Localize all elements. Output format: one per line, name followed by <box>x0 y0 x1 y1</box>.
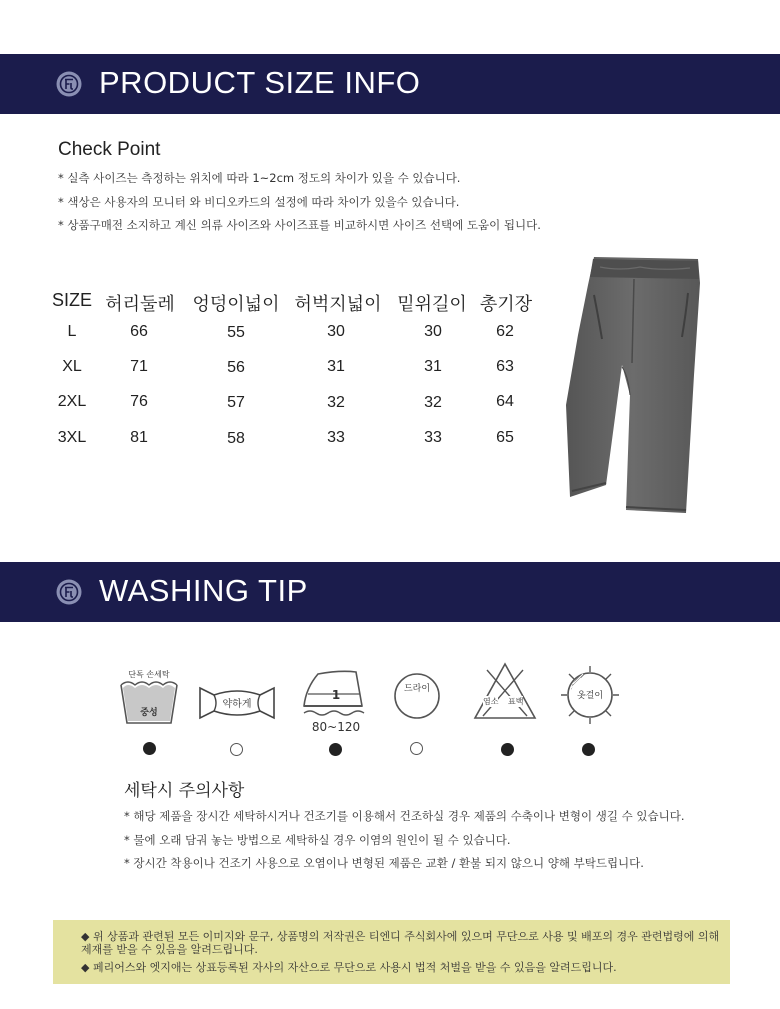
iron-icon <box>300 668 372 736</box>
brand-logo-icon <box>56 579 82 605</box>
copyright-line: ◆ 페리어스와 엣지애는 상표등록된 자사의 자산으로 무단으로 사용시 법적 처벌을 받을 수 있음을 알려드립니다. <box>81 961 617 974</box>
wash-selection-dot <box>501 743 514 756</box>
washing-notes-title: 세탁시 주의사항 <box>124 781 245 801</box>
size-info-title: PRODUCT SIZE INFO <box>99 65 421 100</box>
size-cell: 64 <box>496 393 514 410</box>
size-cell: XL <box>62 358 82 375</box>
wash-selection-dot <box>329 743 342 756</box>
size-cell: 31 <box>424 358 442 375</box>
dry-clean-icon <box>393 672 441 720</box>
size-cell: 81 <box>130 429 148 446</box>
washing-note: * 장시간 착용이나 건조기 사용으로 오염이나 변형된 제품은 교환 / 환불 되지 않으니 양해 부탁드립니다. <box>124 856 644 870</box>
check-point-note: * 실측 사이즈는 측정하는 위치에 따라 1~2cm 정도의 차이가 있을 수 있습니다. <box>58 171 461 185</box>
size-cell: 65 <box>496 429 514 446</box>
size-table-header: 밑위길이 <box>397 294 467 314</box>
hand-wash-label: 단독 손세탁 <box>118 669 180 680</box>
size-cell: 32 <box>424 394 442 411</box>
size-cell: 3XL <box>57 429 87 446</box>
size-table-header: 총기장 <box>479 294 533 314</box>
size-cell: 58 <box>227 430 245 447</box>
check-point-note: * 색상은 사용자의 모니터 와 비디오카드의 설정에 따라 차이가 있을수 있습니다. <box>58 195 460 209</box>
size-cell: 55 <box>227 324 245 341</box>
size-cell: 33 <box>327 429 345 446</box>
bleach-right-label: 표백 <box>508 697 524 706</box>
size-cell: 31 <box>327 358 345 375</box>
hand-wash-icon <box>118 668 180 726</box>
product-image <box>560 255 710 517</box>
iron-level: 1 <box>331 688 341 702</box>
check-point-title: Check Point <box>58 139 161 160</box>
size-cell: 56 <box>227 359 245 376</box>
wash-selection-dot <box>143 742 156 755</box>
washing-tip-title: WASHING TIP <box>99 573 308 608</box>
copyright-line: ◆ 위 상품과 관련된 모든 이미지와 문구, 상품명의 저작권은 티엔디 주식회사에 있으며 무단으로 사용 및 배포의 경우 관련법령에 의해 제재를 받을 수 있음을 알려드립니다. <box>81 930 720 956</box>
wash-selection-dot <box>582 743 595 756</box>
bleach-left-label: 염소 <box>483 697 499 706</box>
washing-note: * 해당 제품을 장시간 세탁하시거나 건조기를 이용해서 건조하실 경우 제품의 수축이나 변형이 생길 수 있습니다. <box>124 809 685 823</box>
wash-selection-dot <box>230 743 243 756</box>
copyright-notice <box>53 920 730 984</box>
iron-temperature: 80~120 <box>311 720 361 734</box>
washing-note: * 물에 오래 담궈 놓는 방법으로 세탁하실 경우 이염의 원인이 될 수 있습니다. <box>124 833 511 847</box>
neutral-detergent-label: 중성 <box>140 708 158 718</box>
brand-logo-icon <box>56 71 82 97</box>
no-bleach-icon <box>473 662 537 720</box>
size-table-header: 엉덩이넓이 <box>192 294 280 314</box>
hanger-label: 옷걸이 <box>576 691 604 701</box>
dry-clean-label: 드라이 <box>403 684 431 694</box>
wring-gently-icon <box>198 683 276 723</box>
size-cell: 66 <box>130 323 148 340</box>
size-cell: 32 <box>327 394 345 411</box>
size-cell: 2XL <box>57 393 87 410</box>
size-info-banner <box>0 54 780 114</box>
size-table-header: SIZE <box>51 290 93 310</box>
washing-tip-banner <box>0 562 780 622</box>
size-cell: 63 <box>496 358 514 375</box>
size-table-header: 허리둘레 <box>105 294 175 314</box>
size-cell: 57 <box>227 394 245 411</box>
hang-dry-icon <box>559 664 621 726</box>
size-cell: L <box>67 323 77 340</box>
check-point-note: * 상품구매전 소지하고 계신 의류 사이즈와 사이즈표를 비교하시면 사이즈 선택에 도움이 됩니다. <box>58 218 541 232</box>
size-cell: 33 <box>424 429 442 446</box>
size-cell: 62 <box>496 323 514 340</box>
gentle-label: 약하게 <box>222 699 252 710</box>
wash-selection-dot <box>410 742 423 755</box>
size-cell: 30 <box>327 323 345 340</box>
size-cell: 76 <box>130 393 148 410</box>
size-cell: 71 <box>130 358 148 375</box>
size-table-header: 허벅지넓이 <box>294 294 382 314</box>
size-cell: 30 <box>424 323 442 340</box>
